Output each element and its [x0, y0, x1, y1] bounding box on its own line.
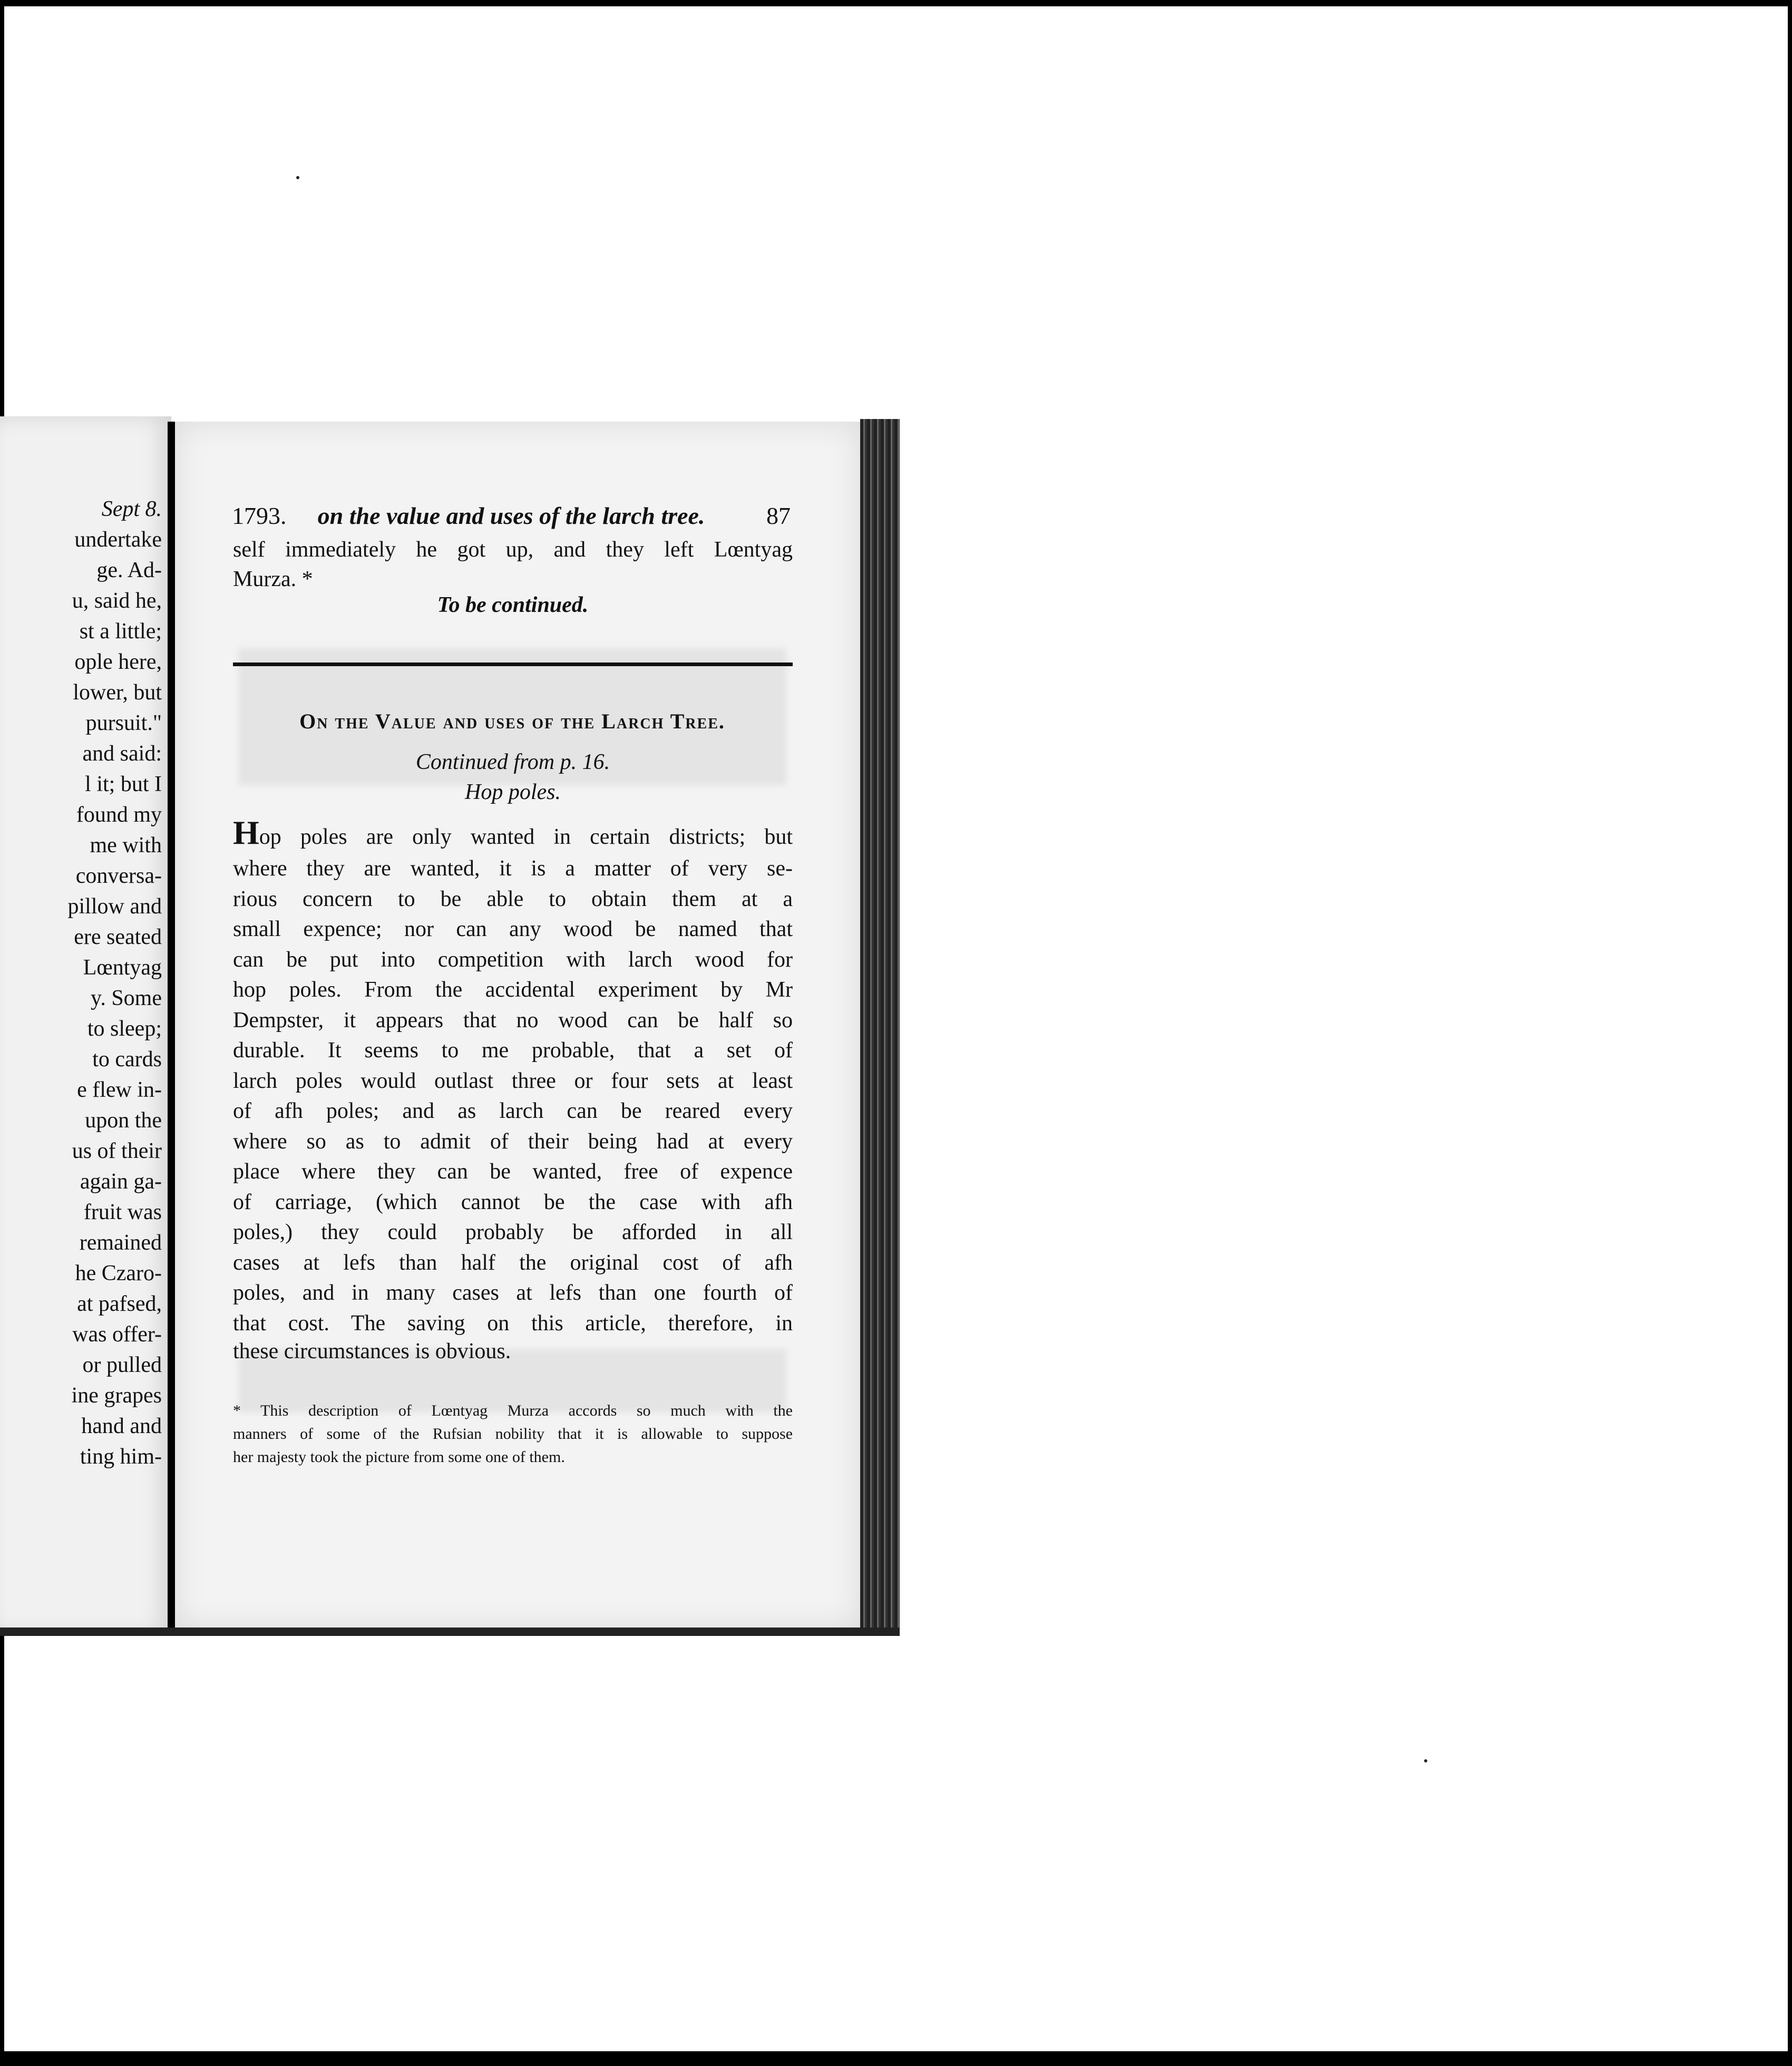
- body-line: hop poles. From the accidental experiment by Mr: [233, 978, 793, 1002]
- scan-border-right: [1788, 0, 1792, 2066]
- book-bottom-edge: [0, 1628, 900, 1636]
- left-page-line: he Czaro-: [75, 1261, 162, 1285]
- left-page-line: again ga-: [80, 1170, 162, 1194]
- left-page-line: and said:: [82, 742, 162, 766]
- running-head-title: on the value and uses of the larch tree.: [317, 502, 705, 529]
- left-page-line: to cards: [92, 1047, 162, 1071]
- left-running-head: Sept 8.: [101, 497, 162, 521]
- body-line: of afh poles; and as larch can be reared every: [233, 1099, 793, 1123]
- left-page-line: e flew in-: [77, 1078, 162, 1102]
- body-line: poles, and in many cases at lefs than one fourth of: [233, 1281, 793, 1305]
- body-line: of carriage, (which cannot be the case with afh: [233, 1190, 793, 1214]
- book-gutter: [168, 422, 175, 1634]
- footnote-line: her majesty took the picture from some one of them.: [233, 1448, 565, 1466]
- left-page-line: ting him-: [80, 1445, 162, 1469]
- scan-border-top: [0, 0, 1792, 6]
- body-line: rious concern to be able to obtain them at a: [233, 886, 793, 911]
- left-page-line: or pulled: [82, 1353, 162, 1377]
- left-page-line: me with: [90, 833, 162, 857]
- speck: [296, 176, 299, 179]
- right-page: [175, 422, 860, 1629]
- body-line: larch poles would outlast three or four sets at least: [233, 1068, 793, 1093]
- to-be-continued: To be continued.: [437, 593, 589, 617]
- left-page-line: lower, but: [73, 680, 162, 705]
- left-page-line: us of their: [72, 1139, 162, 1163]
- subheading: Hop poles.: [465, 780, 561, 804]
- speck: [1424, 1759, 1427, 1762]
- drop-cap: H: [233, 814, 259, 851]
- body-line: poles,) they could probably be afforded in all: [233, 1220, 793, 1244]
- left-page-line: pillow and: [67, 894, 162, 919]
- page-edges: [860, 419, 900, 1629]
- left-page-line: ople here,: [74, 650, 162, 674]
- left-page: [0, 416, 171, 1634]
- body-line: small expence; nor can any wood be named that: [233, 917, 793, 941]
- footnote-line: manners of some of the Rufsian nobility that it is allowable to suppose: [233, 1425, 793, 1443]
- left-page-line: l it; but I: [85, 772, 162, 796]
- section-rule: [233, 662, 793, 666]
- left-page-line: conversa-: [75, 864, 162, 888]
- body-line: Dempster, it appears that no wood can be half so: [233, 1008, 793, 1032]
- left-page-line: to sleep;: [87, 1017, 162, 1041]
- body-line: cases at lefs than half the original cost of afh: [233, 1250, 793, 1275]
- left-page-line: fruit was: [83, 1200, 162, 1224]
- scan-border-bottom: [0, 2051, 1792, 2066]
- body-line: where they are wanted, it is a matter of very se-: [233, 856, 793, 881]
- section-title: On the Value and uses of the Larch Tree.: [299, 709, 725, 733]
- body-line: where so as to admit of their being had at every: [233, 1129, 793, 1154]
- left-page-line: hand and: [81, 1414, 162, 1438]
- left-page-line: upon the: [85, 1108, 162, 1133]
- page-number: 87: [766, 502, 791, 529]
- body-line: place where they can be wanted, free of expence: [233, 1159, 793, 1184]
- left-page-line: ere seated: [74, 925, 162, 949]
- body-line: durable. It seems to me probable, that a set of: [233, 1038, 793, 1063]
- running-head-year: 1793.: [232, 502, 287, 529]
- left-page-line: at pafsed,: [77, 1292, 162, 1316]
- first-body-line: [233, 814, 793, 852]
- carryover-line: self immediately he got up, and they left Lœntyag: [233, 538, 793, 562]
- left-page-line: undertake: [74, 528, 162, 552]
- left-page-line: was offer-: [72, 1322, 162, 1347]
- left-page-line: st a little;: [79, 619, 162, 644]
- carryover-line: Murza. *: [233, 567, 313, 591]
- first-line-rest: op poles are only wanted in certain districts; but: [259, 825, 793, 849]
- running-head: [232, 502, 791, 533]
- footnote-line: * This description of Lœntyag Murza accords so much with the: [233, 1402, 793, 1419]
- left-page-line: u, said he,: [72, 589, 162, 613]
- left-page-line: y. Some: [91, 986, 162, 1010]
- left-page-line: ine grapes: [71, 1383, 162, 1408]
- left-page-line: found my: [76, 803, 162, 827]
- body-line: that cost. The saving on this article, therefore, in: [233, 1311, 793, 1336]
- last-body-line: these circumstances is obvious.: [233, 1339, 511, 1363]
- left-page-line: remained: [79, 1231, 162, 1255]
- left-page-line: Lœntyag: [83, 956, 162, 980]
- left-page-line: pursuit.": [85, 711, 162, 735]
- left-page-line: ge. Ad-: [96, 558, 162, 582]
- continued-from: Continued from p. 16.: [415, 750, 610, 774]
- body-line: can be put into competition with larch wood for: [233, 947, 793, 972]
